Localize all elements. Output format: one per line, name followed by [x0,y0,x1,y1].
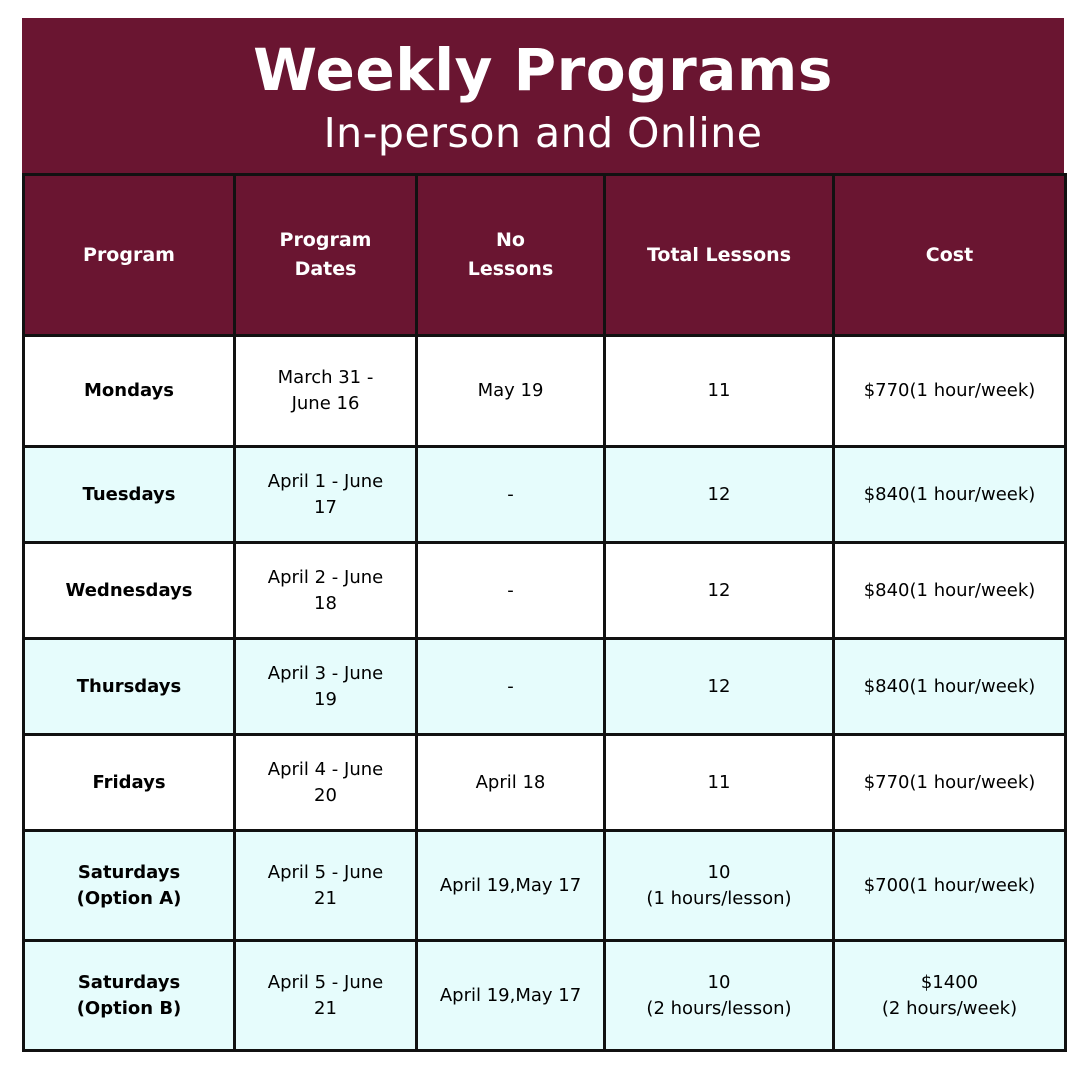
cost-cell: $1400 (2 hours/week) [834,941,1066,1051]
title-banner [22,18,1064,175]
program-cell: Thursdays [24,639,235,735]
page-subtitle: In-person and Online [323,109,763,157]
column-header-program: Program [24,175,235,336]
table-row [24,831,1066,941]
no-lessons-cell: - [417,543,605,639]
total-lessons-cell: 12 [605,639,834,735]
program-cell: Saturdays (Option B) [24,941,235,1051]
table-row [24,941,1066,1051]
table-row [24,735,1066,831]
program-dates-cell: April 1 - June 17 [235,447,417,543]
program-cell: Fridays [24,735,235,831]
total-lessons-cell: 12 [605,543,834,639]
total-lessons-cell: 10 (2 hours/lesson) [605,941,834,1051]
program-dates-cell: April 2 - June 18 [235,543,417,639]
table-header-row [24,175,1066,336]
program-cell: Mondays [24,336,235,447]
column-header-no-lessons: No Lessons [417,175,605,336]
program-dates-cell: April 5 - June 21 [235,831,417,941]
program-dates-cell: April 3 - June 19 [235,639,417,735]
total-lessons-cell: 12 [605,447,834,543]
program-dates-cell: March 31 - June 16 [235,336,417,447]
no-lessons-cell: May 19 [417,336,605,447]
table-row [24,639,1066,735]
cost-cell: $770(1 hour/week) [834,336,1066,447]
page-title: Weekly Programs [253,36,833,104]
program-cell: Wednesdays [24,543,235,639]
program-cell: Tuesdays [24,447,235,543]
no-lessons-cell: April 19,May 17 [417,941,605,1051]
program-dates-cell: April 4 - June 20 [235,735,417,831]
cost-cell: $700(1 hour/week) [834,831,1066,941]
table-row [24,447,1066,543]
column-header-cost: Cost [834,175,1066,336]
no-lessons-cell: April 19,May 17 [417,831,605,941]
column-header-program-dates: Program Dates [235,175,417,336]
no-lessons-cell: April 18 [417,735,605,831]
total-lessons-cell: 11 [605,336,834,447]
table-row [24,543,1066,639]
program-dates-cell: April 5 - June 21 [235,941,417,1051]
cost-cell: $770(1 hour/week) [834,735,1066,831]
programs-table [22,173,1067,1052]
cost-cell: $840(1 hour/week) [834,639,1066,735]
no-lessons-cell: - [417,447,605,543]
no-lessons-cell: - [417,639,605,735]
program-cell: Saturdays (Option A) [24,831,235,941]
total-lessons-cell: 11 [605,735,834,831]
weekly-programs-sheet [22,18,1064,1062]
cost-cell: $840(1 hour/week) [834,543,1066,639]
table-row [24,336,1066,447]
total-lessons-cell: 10 (1 hours/lesson) [605,831,834,941]
cost-cell: $840(1 hour/week) [834,447,1066,543]
column-header-total-lessons: Total Lessons [605,175,834,336]
